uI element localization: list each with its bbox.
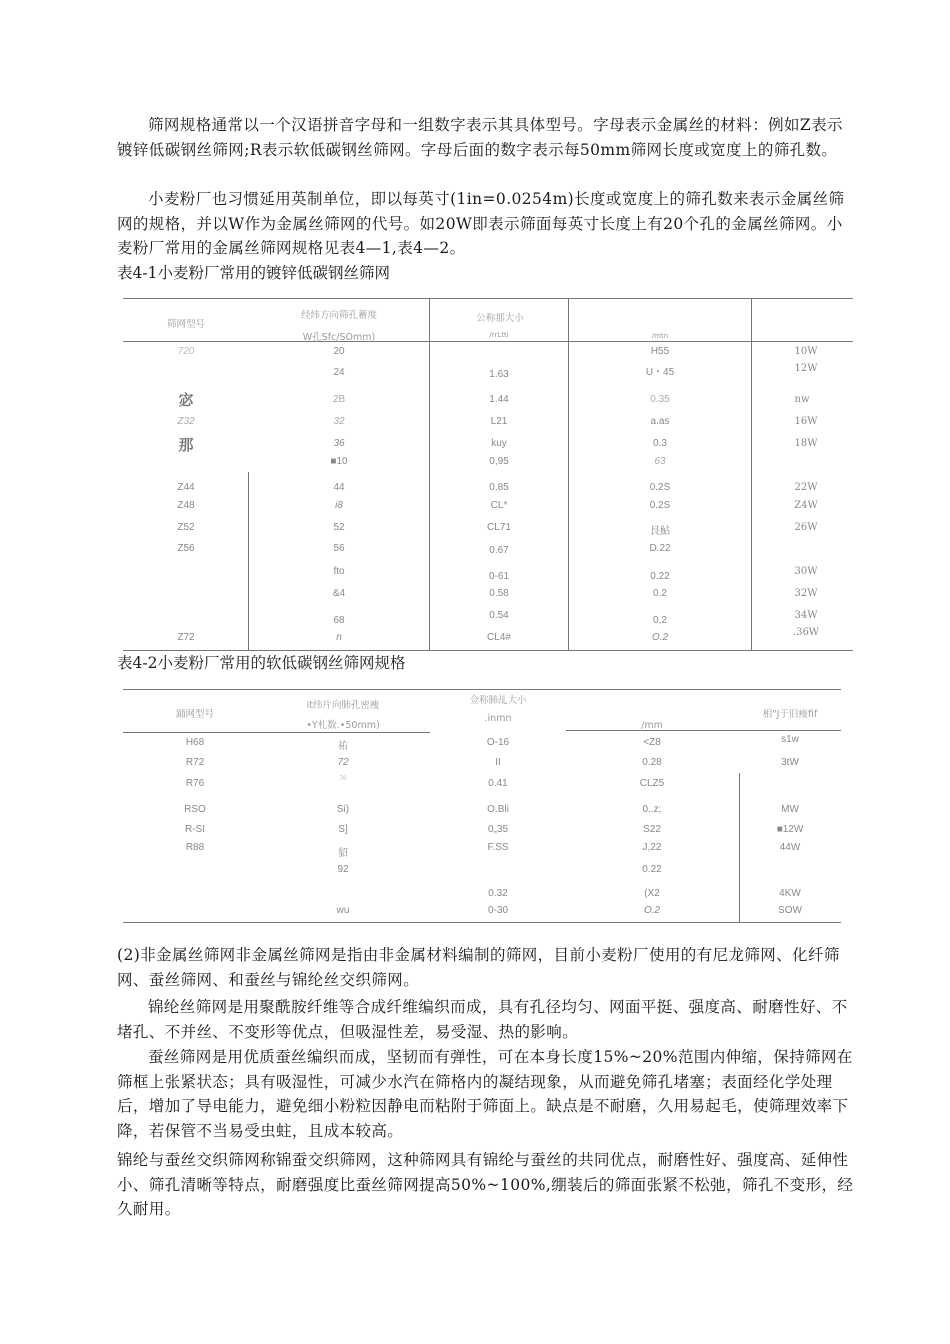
table1-cell: Z32	[177, 416, 195, 427]
table1-cell: &4	[332, 588, 346, 599]
table2-header-imperial: 相"J于旧瘦fif	[762, 709, 818, 720]
table2-cell: 4KW	[779, 888, 801, 899]
table2-header-wire: /mm	[641, 720, 663, 731]
table1-cell: 0.54	[489, 610, 509, 621]
table2-cell: 72	[337, 757, 349, 768]
table2-caption: 表4-2小麦粉厂常用的软低碳钢丝筛网规格	[117, 654, 406, 672]
paragraph-silk-sieve: 蚕丝筛网是用优质蚕丝编织而成，坚韧而有弹性，可在本身长度15%~20%范围内伸缩，保持筛网在筛框上张紧状态；具有吸湿性，可减少水汽在筛格内的凝结现象，从而避免筛孔堵塞；表面经化学处理后，增加了导电能力，避免细小粉粒因静电而粘附于筛面上。缺点是不耐磨，久用易起毛，使筛理效率下降，若保管不当易受虫蛀，且成本较高。	[117, 1048, 853, 1140]
paragraph-nonmetal-sieve: (2)非金属丝筛网非金属丝筛网是指由非金属材料编制的筛网，目前小麦粉厂使用的有尼龙筛网、化纤筛网、蚕丝筛网、和蚕丝与锦纶丝交织筛网。	[117, 946, 840, 989]
table1-cell: CL*	[490, 500, 508, 511]
table1-cell: 34W	[794, 610, 818, 621]
table2-cell: Si)	[336, 804, 350, 815]
table2-cell: R72	[185, 757, 205, 768]
table2-vline	[739, 773, 740, 922]
table2-cell: 0-30	[487, 905, 509, 916]
table2-cell: 92	[337, 864, 349, 875]
table2-header-mesh-unit: •Y札数.•50mm)	[306, 720, 380, 731]
table1-header-aperture-unit: /rrLtti	[489, 331, 509, 339]
table2-header-mesh: it纬片向肺孔密痩	[306, 700, 380, 711]
table1-cell: CL4#	[487, 632, 511, 643]
table1-cell: 52	[333, 522, 345, 533]
table2-cell: O.2	[643, 905, 661, 916]
table1-cell: 0-61	[488, 571, 510, 582]
table1-cell: 63	[654, 456, 666, 467]
table1-cell: 0,95	[489, 456, 509, 467]
table2-cell: SOW	[778, 905, 802, 916]
table2-cell: J,22	[642, 842, 662, 853]
table2-cell: <Z8	[643, 737, 661, 748]
table1-cell: 0.2	[653, 588, 667, 599]
table2-header-aperture-unit: .inmn	[484, 713, 512, 724]
table2-cell: S22	[643, 824, 661, 835]
table1-cell: U・45	[645, 367, 675, 378]
table1-cell: 24	[333, 367, 345, 378]
table1-cell: 0.22	[650, 571, 670, 582]
table1-cell: 1.44	[489, 394, 509, 405]
table2-header-model: 踊网型号	[175, 709, 215, 720]
table1-cell: 26W	[794, 522, 818, 533]
table1-cell: 32	[333, 416, 345, 427]
table1-vline-1	[429, 298, 430, 650]
table1-header-mesh: 经纬方向筛孔蓄度	[300, 310, 378, 321]
table1-header-model: 筛网型号	[166, 319, 206, 330]
table2-cell: 0„35	[487, 824, 509, 835]
table2-cell: F.SS	[487, 842, 509, 853]
table2-cell: R76	[185, 778, 205, 789]
table2-cell: 76	[339, 776, 347, 782]
table1-header-aperture: 公称那大小	[476, 313, 524, 324]
table2-cell: CLZ5	[639, 778, 665, 789]
table1-cell: a.as	[650, 416, 670, 427]
table1-header-mesh-unit: W孔Sfc/SOmm)	[302, 332, 376, 343]
table2-cell: 0.28	[642, 757, 662, 768]
table1-cell: 0.3	[653, 438, 667, 449]
table1-cell: 56	[333, 543, 345, 554]
table1-header-wire: /mtn	[651, 332, 669, 340]
table2-top-rule	[123, 689, 841, 690]
paragraph-nylon-sieve: 锦纶丝筛网是用聚酰胺纤维等合成纤维编织而成，具有孔径均匀、网面平挺、强度高、耐磨性好、不堵孔、不并丝、不变形等优点，但吸湿性差，易受湿、热的影响。	[117, 998, 848, 1041]
table1-bottom-rule	[123, 650, 853, 651]
table2-cell: R88	[185, 842, 205, 853]
table2-cell: RSO	[184, 804, 206, 815]
table1-cell: 68	[333, 615, 345, 626]
table1-cell: nw	[794, 394, 810, 405]
table1-cell: L21	[490, 416, 508, 427]
table1-cell: ■10	[330, 456, 348, 467]
paragraph-imperial-units: 小麦粉厂也习惯延用英制单位，即以每英寸(1in=0.0254m)长度或宽度上的筛孔数来表示金属丝筛网的规格，并以W作为金属丝筛网的代号。如20W即表示筛面每英寸长度上有20个孔的金属丝筛网。小麦粉厂常用的金属丝筛网规格见表4—1,表4—2。	[117, 190, 845, 257]
table1-cell: D.22	[649, 543, 671, 554]
table1-cell: Z52	[177, 522, 195, 533]
table1-cell: 32W	[794, 588, 818, 599]
table2-cell: II	[495, 757, 501, 768]
table1-cell: 30W	[794, 566, 818, 577]
table1-cell: 0.2S	[649, 500, 671, 511]
table1-header-rule	[123, 341, 853, 342]
table2-cell: H68	[185, 737, 205, 748]
table1-cell: 44	[333, 482, 345, 493]
table1-vline-4	[248, 472, 249, 650]
table1-cell: 宓	[178, 391, 194, 409]
table1-cell: fto	[333, 566, 345, 577]
table1-cell: 0,2	[653, 615, 667, 626]
table2-cell: O.Bli	[487, 804, 509, 815]
table1-cell: 2B	[332, 394, 346, 405]
table1-top-rule	[123, 298, 853, 299]
table2-cell: 3tW	[781, 757, 799, 768]
table2-header-rule-right	[566, 730, 841, 731]
table1-caption: 表4-1小麦粉厂常用的镀锌低碳钢丝筛网	[117, 264, 390, 282]
table1-cell: Z48	[177, 500, 195, 511]
table2-header-aperture: 佥称肺乩大小	[469, 695, 527, 706]
table1-cell: 12W	[794, 363, 818, 374]
table1-cell: 0.35	[650, 394, 670, 405]
table1-cell: 18W	[794, 438, 818, 449]
table1-cell: Z56	[177, 543, 195, 554]
table2-cell: 祐	[338, 741, 348, 752]
table1-cell: Z72	[177, 632, 195, 643]
table2-cell: 0.32	[488, 888, 508, 899]
table2-header-rule-left	[123, 732, 430, 733]
table1-cell: 20	[333, 346, 345, 357]
table2-cell: wu	[336, 905, 350, 916]
table1-cell: 720	[177, 346, 195, 357]
table2-bottom-rule	[123, 922, 841, 923]
table2-cell: s1w	[781, 734, 799, 745]
table2-cell: S]	[338, 824, 348, 835]
table1-cell: 0.85	[489, 482, 509, 493]
table1-cell: CL71	[487, 522, 511, 533]
table1-cell: Z44	[177, 482, 195, 493]
table1-cell: 0.58	[489, 588, 509, 599]
table2-cell: 0..z;	[642, 804, 662, 815]
table1-cell: 10W	[794, 346, 818, 357]
table1-cell: i8	[335, 500, 343, 511]
table2-cell: MW	[781, 804, 799, 815]
table1-cell: 艮鮎	[650, 526, 670, 537]
table1-cell: 0.67	[489, 545, 509, 556]
table2-cell: 44W	[779, 842, 801, 853]
table2-cell: 0.22	[642, 864, 662, 875]
table2-cell: ■12W	[776, 824, 804, 835]
table1-cell: O.2	[651, 632, 669, 643]
paragraph-blend-sieve: 锦纶与蚕丝交织筛网称锦蚕交织筛网，这种筛网具有锦纶与蚕丝的共同优点，耐磨性好、强度高、延伸性小、筛孔清晰等特点，耐磨强度比蚕丝筛网提高50%~100%,绷装后的筛面张紧不松弛，筛孔不变形，经久耐用。	[117, 1151, 854, 1218]
table1-cell: 0.2S	[649, 482, 671, 493]
table1-cell: 36	[333, 438, 345, 449]
paragraph-sieve-spec: 筛网规格通常以一个汉语拼音字母和一组数字表示其具体型号。字母表示金属丝的材料：例如Z表示镀锌低碳钢丝筛网;R表示软低碳钢丝筛网。字母后面的数字表示每50mm筛网长度或宽度上的筛孔数。	[117, 116, 843, 159]
table2-cell: R-SI	[185, 824, 205, 835]
table2-cell: 貂	[338, 848, 348, 859]
table1-vline-2	[568, 298, 569, 650]
table1-vline-3	[751, 298, 752, 650]
table1-cell: .36W	[792, 627, 820, 638]
table1-cell: kuy	[491, 438, 507, 449]
table2-cell: O-16	[486, 737, 510, 748]
table1-cell: Z4W	[794, 500, 818, 511]
table2-cell: 0.41	[488, 778, 508, 789]
table1-cell: 22W	[794, 482, 818, 493]
table2-cell: (X2	[644, 888, 660, 899]
table1-cell: H55	[650, 346, 670, 357]
table1-cell: 1.63	[489, 369, 509, 380]
table1-cell: 那	[178, 436, 194, 454]
table1-cell: 16W	[794, 416, 818, 427]
table1-cell: n	[336, 632, 342, 643]
